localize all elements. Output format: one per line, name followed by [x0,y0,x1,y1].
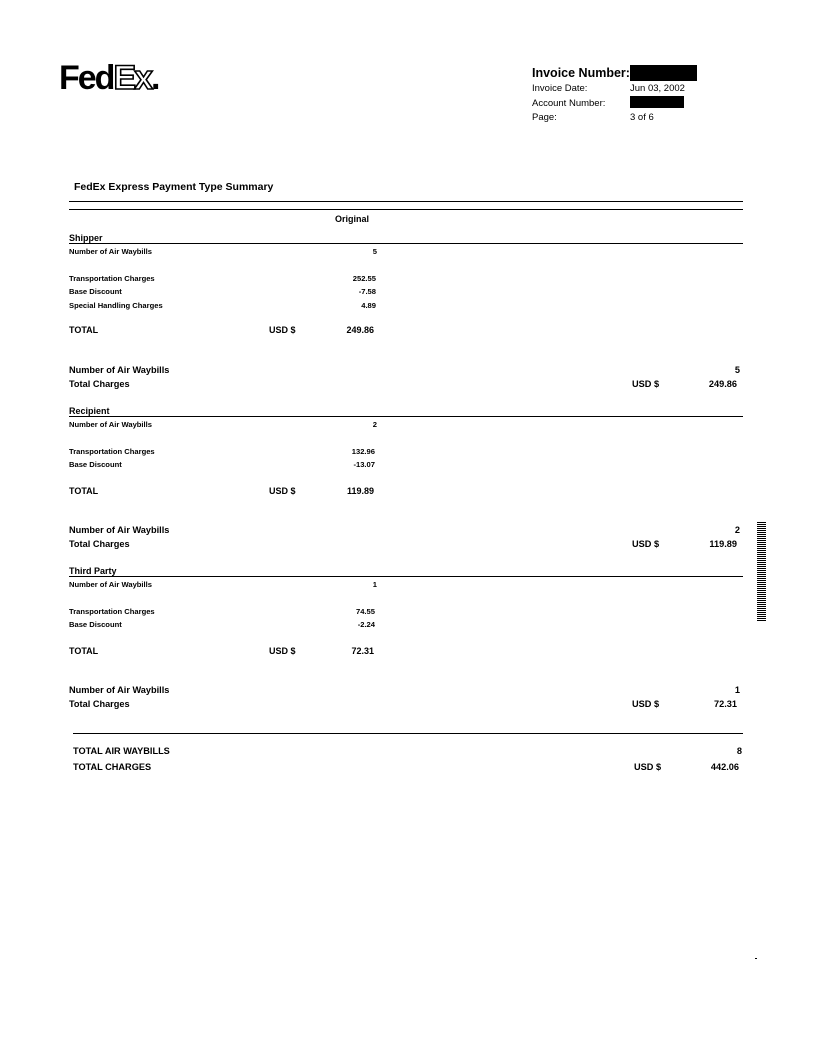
total-value: 72.31 [351,646,374,656]
charge-label: Transportation Charges [69,274,155,283]
charge-value: -2.24 [357,620,375,629]
invoice-number-redaction [630,65,697,81]
waybills-value: 2 [372,420,377,429]
charge-label: Base Discount [69,287,122,296]
summary-waybills-label: Number of Air Waybills [69,365,170,375]
page-title: FedEx Express Payment Type Summary [74,181,274,193]
total-value: 119.89 [346,486,374,496]
summary-charges-label: Total Charges [69,539,130,549]
summary-currency: USD $ [632,539,660,549]
waybills-label: Number of Air Waybills [69,247,152,256]
summary-total-value: 119.89 [709,539,737,549]
section-title: Recipient [69,406,110,416]
section-title: Third Party [69,566,117,576]
summary-waybills-label: Number of Air Waybills [69,525,170,535]
invoice-date-value: Jun 03, 2002 [630,83,685,94]
charge-label: Special Handling Charges [69,301,163,310]
grand-total-waybills-value: 8 [736,746,742,756]
waybills-value: 5 [372,247,377,256]
charge-label: Base Discount [69,460,122,469]
invoice-number-label: Invoice Number: [532,66,630,80]
summary-waybills-label: Number of Air Waybills [69,685,170,695]
summary-charges-label: Total Charges [69,699,130,709]
title-divider-bottom [69,209,743,210]
summary-charges-label: Total Charges [69,379,130,389]
charge-value: -7.58 [358,287,376,296]
account-number-label: Account Number: [532,98,606,109]
charge-value: -13.07 [353,460,375,469]
page-value: 3 of 6 [630,112,654,123]
grand-total-waybills-label: TOTAL AIR WAYBILLS [73,746,170,756]
waybills-value: 1 [372,580,377,589]
grand-total-charges-value: 442.06 [710,762,739,772]
section-title: Shipper [69,233,103,243]
page-label: Page: [532,112,557,123]
charge-value: 132.96 [351,447,375,456]
total-label: TOTAL [69,325,99,335]
total-currency: USD $ [269,325,296,335]
total-value: 249.86 [346,325,374,335]
section-divider [69,576,743,577]
total-label: TOTAL [69,646,99,656]
summary-waybills-value: 2 [734,525,740,535]
charge-value: 4.89 [361,301,376,310]
corner-mark [755,958,757,959]
section-divider [69,416,743,417]
title-divider-top [69,201,743,202]
waybills-label: Number of Air Waybills [69,420,152,429]
charge-value: 252.55 [352,274,376,283]
charge-value: 74.55 [355,607,375,616]
grand-total-divider [73,733,743,734]
charge-label: Transportation Charges [69,607,155,616]
fedex-logo: FedEx. [59,59,159,97]
invoice-date-label: Invoice Date: [532,83,588,94]
column-header-original: Original [335,214,370,224]
grand-total-charges-label: TOTAL CHARGES [73,762,152,772]
total-label: TOTAL [69,486,99,496]
summary-waybills-value: 1 [734,685,740,695]
summary-total-value: 249.86 [708,379,737,389]
summary-total-value: 72.31 [714,699,737,709]
summary-currency: USD $ [632,699,660,709]
grand-total-currency: USD $ [634,762,662,772]
barcode [757,522,766,622]
summary-waybills-value: 5 [734,365,740,375]
charge-label: Transportation Charges [69,447,155,456]
total-currency: USD $ [269,486,296,496]
charge-label: Base Discount [69,620,122,629]
summary-currency: USD $ [632,379,660,389]
waybills-label: Number of Air Waybills [69,580,152,589]
account-number-redaction [630,96,684,108]
total-currency: USD $ [269,646,296,656]
section-divider [69,243,743,244]
